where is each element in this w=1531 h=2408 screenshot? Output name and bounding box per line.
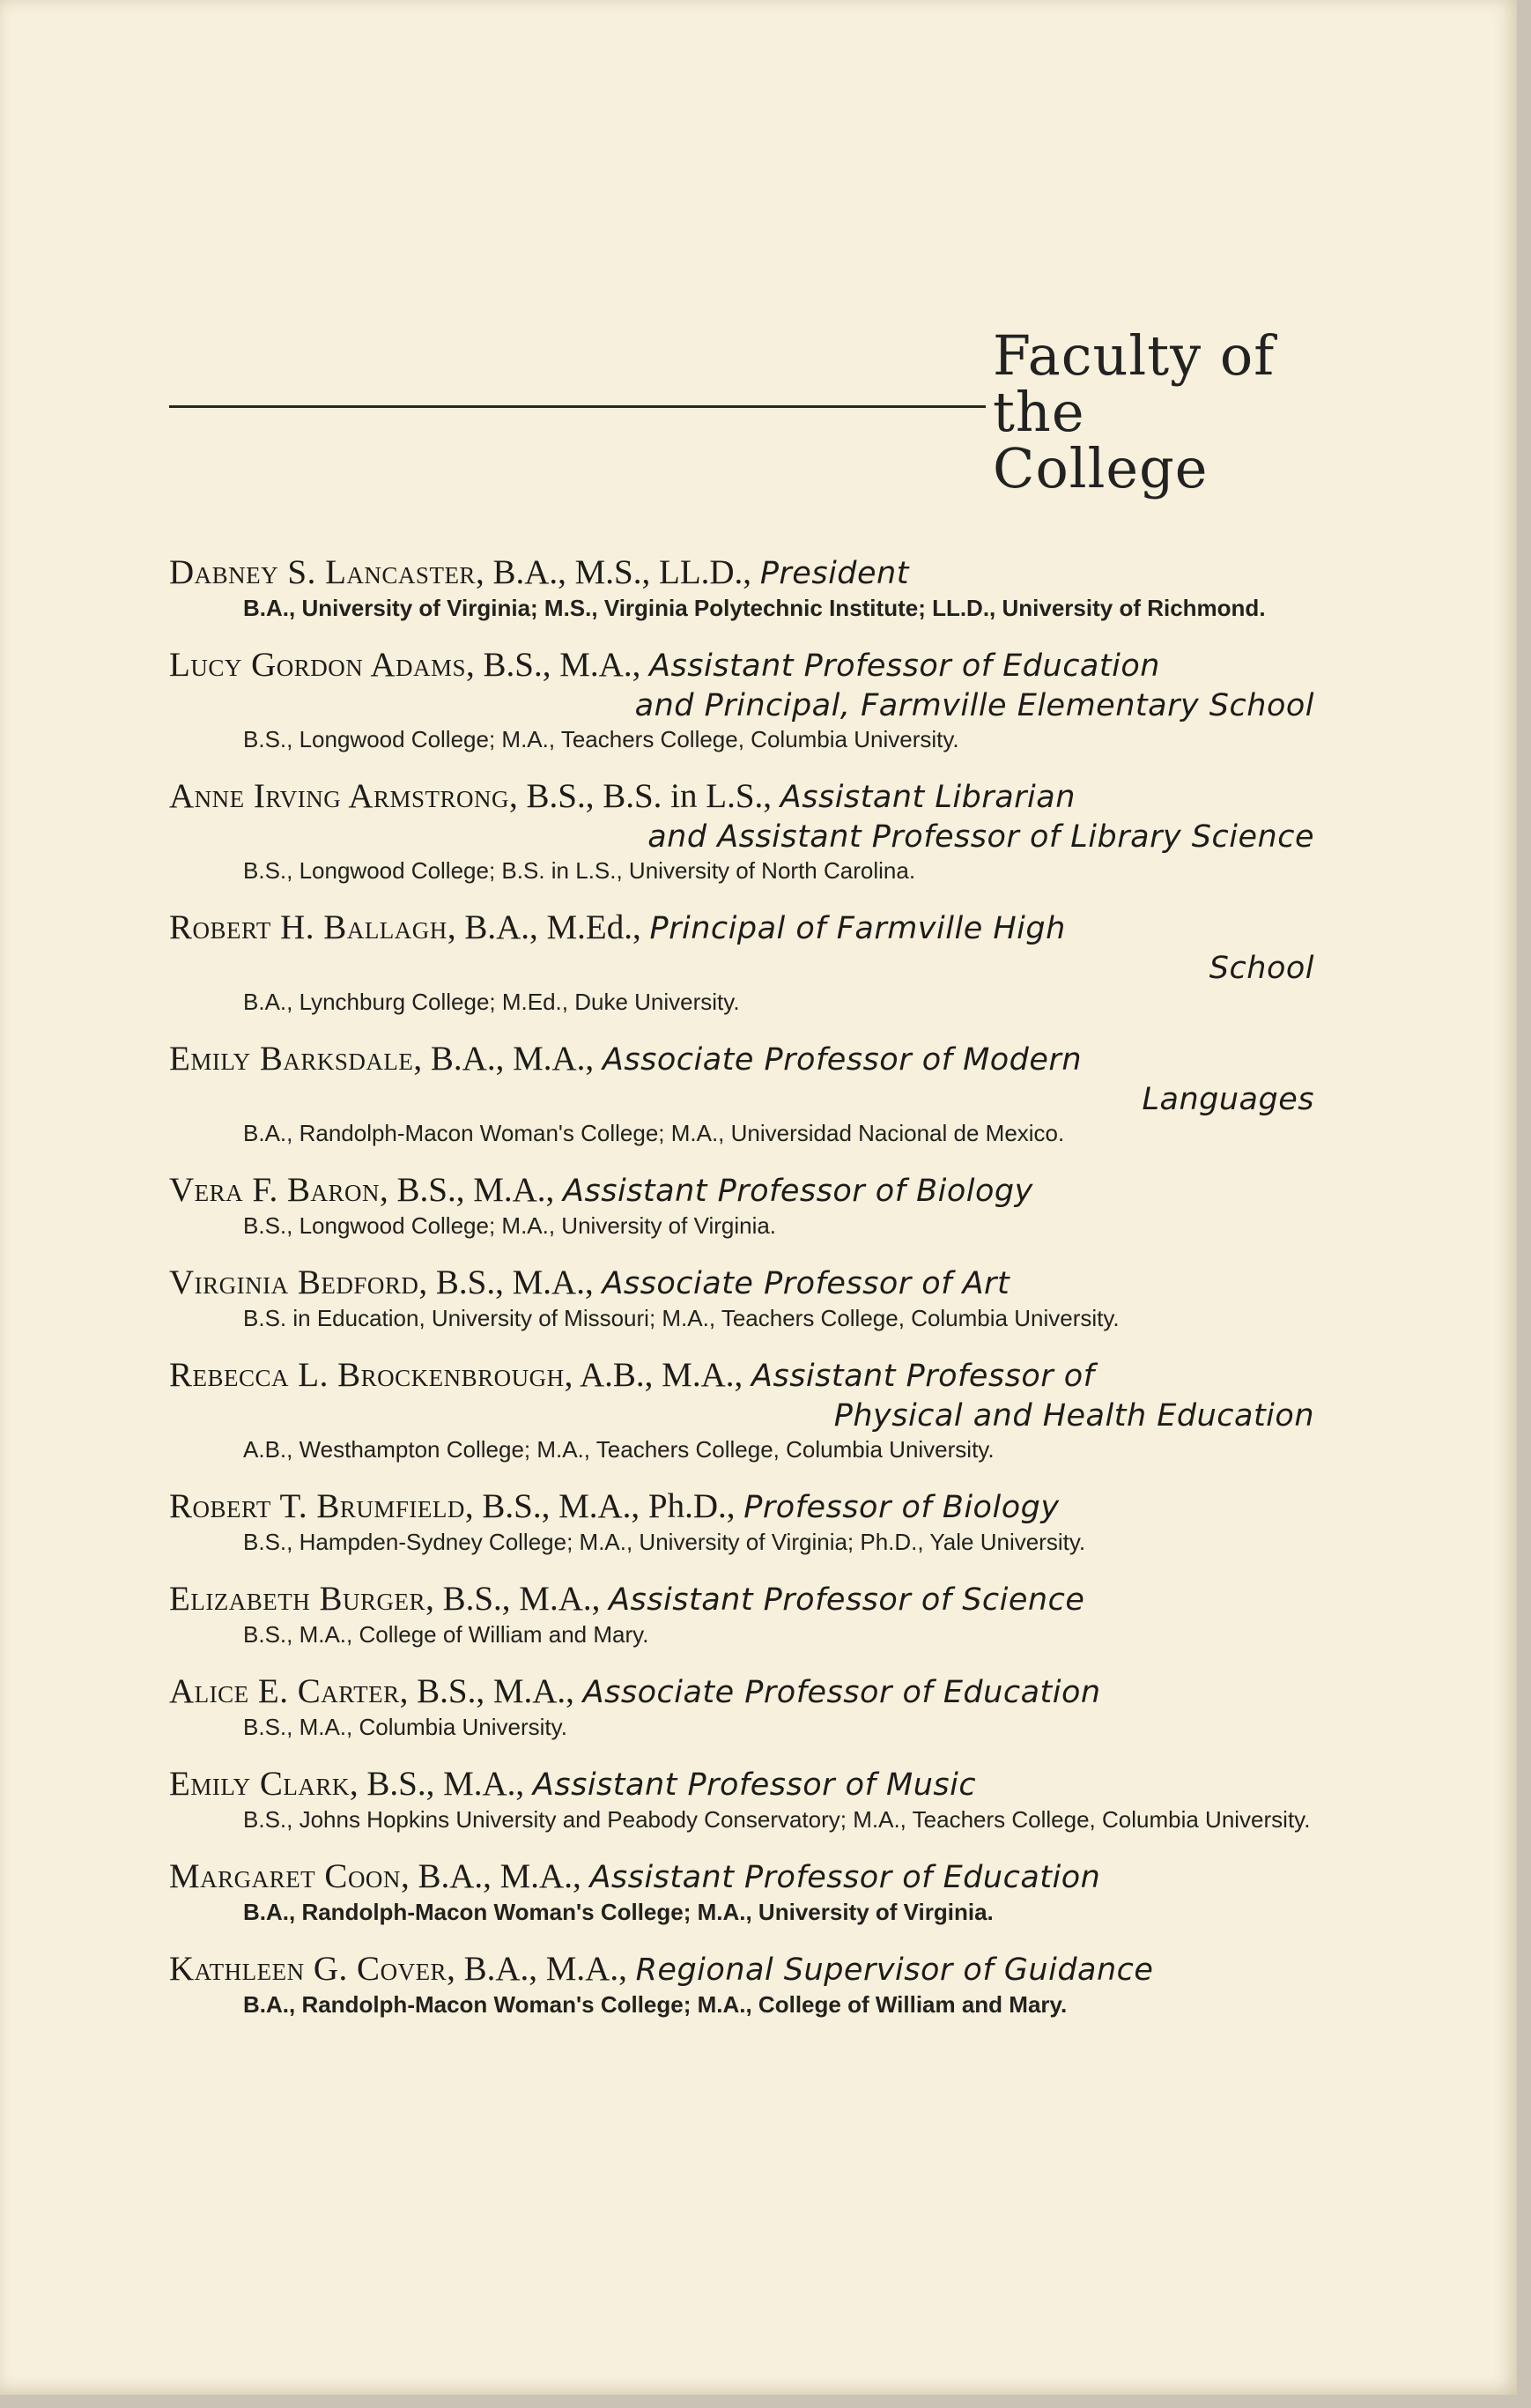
faculty-degrees-short: , B.S., M.A., [425, 1580, 610, 1618]
faculty-details: B.S., Hampden-Sydney College; M.A., University of Virginia; Ph.D., Yale University. [243, 1529, 1086, 1555]
faculty-degrees-short: , B.A., M.Ed., [447, 908, 650, 946]
faculty-entry [169, 1263, 1314, 1332]
faculty-entry [169, 1671, 1314, 1741]
faculty-entry [169, 1170, 1314, 1240]
faculty-role: Assistant Professor of Science [609, 1582, 1085, 1618]
faculty-entry [169, 1039, 1314, 1147]
faculty-role-continued: School [1209, 951, 1314, 986]
faculty-degrees-short: , B.S., M.A., [399, 1672, 583, 1710]
faculty-details: A.B., Westhampton College; M.A., Teachers College, Columbia University. [243, 1436, 995, 1463]
faculty-details: B.S., Longwood College; B.S. in L.S., University of North Carolina. [243, 857, 916, 884]
faculty-details: B.S., Longwood College; M.A., University of Virginia. [243, 1212, 777, 1239]
faculty-role: Principal of Farmville High [649, 911, 1066, 946]
faculty-details: B.A., University of Virginia; M.S., Virginia Polytechnic Institute; LL.D., University of Richmond. [243, 595, 1266, 621]
faculty-details: B.S., M.A., Columbia University. [243, 1714, 567, 1740]
faculty-degrees-short: , B.A., M.A., [447, 1950, 636, 1988]
faculty-entry [169, 776, 1314, 885]
faculty-role: Assistant Professor of [751, 1359, 1095, 1394]
section-title-line2: the College [993, 380, 1209, 500]
faculty-degrees-short: , B.S., M.A., [418, 1263, 603, 1301]
faculty-degrees-short: , B.S., M.A., [349, 1765, 533, 1803]
faculty-role-continued: Languages [1142, 1082, 1314, 1117]
faculty-name: Virginia Bedford [169, 1263, 419, 1301]
faculty-entry [169, 1486, 1314, 1556]
section-title [993, 323, 1314, 500]
faculty-role: Associate Professor of Art [602, 1266, 1010, 1301]
faculty-name: Margaret Coon [169, 1857, 401, 1895]
faculty-details: B.S. in Education, University of Missouri; M.A., Teachers College, Columbia University. [243, 1305, 1120, 1331]
faculty-role: Assistant Professor of Music [532, 1767, 977, 1803]
faculty-name: Elizabeth Burger [169, 1580, 426, 1618]
faculty-name: Kathleen G. Cover [169, 1950, 447, 1988]
faculty-role: Assistant Professor of Education [649, 648, 1160, 684]
faculty-role-continued: and Assistant Professor of Library Science [647, 819, 1314, 855]
faculty-details: B.S., Longwood College; M.A., Teachers College, Columbia University. [243, 726, 959, 752]
faculty-name: Alice E. Carter [169, 1672, 400, 1710]
faculty-role: Assistant Professor of Biology [563, 1174, 1033, 1209]
faculty-degrees-short: , B.S., B.S. in L.S., [509, 777, 780, 815]
faculty-name: Rebecca L. Brockenbrough [169, 1356, 565, 1394]
faculty-role: Assistant Librarian [780, 780, 1076, 815]
faculty-entry [169, 552, 1314, 622]
faculty-details: B.S., M.A., College of William and Mary. [243, 1621, 649, 1648]
faculty-entry [169, 1355, 1314, 1463]
faculty-name: Dabney S. Lancaster [169, 553, 476, 591]
faculty-name: Robert T. Brumfield [169, 1487, 465, 1525]
faculty-degrees-short: , B.A., M.A., [413, 1040, 603, 1078]
faculty-role: Assistant Professor of Education [589, 1860, 1101, 1895]
faculty-entry [169, 1579, 1314, 1649]
faculty-entry [169, 1949, 1314, 2019]
faculty-details: B.A., Randolph-Macon Woman's College; M.A., Universidad Nacional de Mexico. [243, 1120, 1065, 1146]
faculty-entry [169, 1856, 1314, 1926]
faculty-name: Anne Irving Armstrong [169, 777, 510, 815]
faculty-degrees-short: , B.A., M.A., [400, 1857, 590, 1895]
header-rule [169, 405, 986, 408]
faculty-details: B.A., Randolph-Macon Woman's College; M.A., College of William and Mary. [243, 1991, 1068, 2018]
faculty-role: Regional Supervisor of Guidance [635, 1952, 1154, 1988]
faculty-list [169, 552, 1314, 2041]
faculty-entry [169, 645, 1314, 753]
faculty-name: Robert H. Ballagh [169, 908, 447, 946]
section-header [169, 319, 1314, 500]
faculty-role-continued: and Principal, Farmville Elementary School [634, 688, 1314, 723]
faculty-role: Associate Professor of Education [582, 1675, 1101, 1710]
faculty-name: Vera F. Baron [169, 1171, 380, 1209]
faculty-entry [169, 908, 1314, 1016]
faculty-name: Lucy Gordon Adams [169, 646, 467, 684]
faculty-role: Professor of Biology [743, 1490, 1060, 1525]
faculty-details: B.A., Randolph-Macon Woman's College; M.A., University of Virginia. [243, 1899, 994, 1925]
section-title-line1: Faculty of [993, 323, 1276, 388]
faculty-entry [169, 1764, 1314, 1834]
faculty-degrees-short: , B.S., M.A., Ph.D., [464, 1487, 744, 1525]
faculty-role: President [759, 556, 909, 591]
faculty-degrees-short: , A.B., M.A., [564, 1356, 752, 1394]
faculty-details: B.A., Lynchburg College; M.Ed., Duke University. [243, 989, 740, 1015]
faculty-role: Associate Professor of Modern [602, 1042, 1083, 1078]
faculty-role-continued: Physical and Health Education [833, 1398, 1314, 1434]
faculty-name: Emily Clark [169, 1765, 350, 1803]
faculty-name: Emily Barksdale [169, 1040, 414, 1078]
faculty-degrees-short: , B.S., M.A., [466, 646, 650, 684]
faculty-details: B.S., Johns Hopkins University and Peabody Conservatory; M.A., Teachers College, Columbia University. [243, 1806, 1311, 1833]
faculty-degrees-short: , B.A., M.S., LL.D., [475, 553, 760, 591]
faculty-degrees-short: , B.S., M.A., [380, 1171, 564, 1209]
